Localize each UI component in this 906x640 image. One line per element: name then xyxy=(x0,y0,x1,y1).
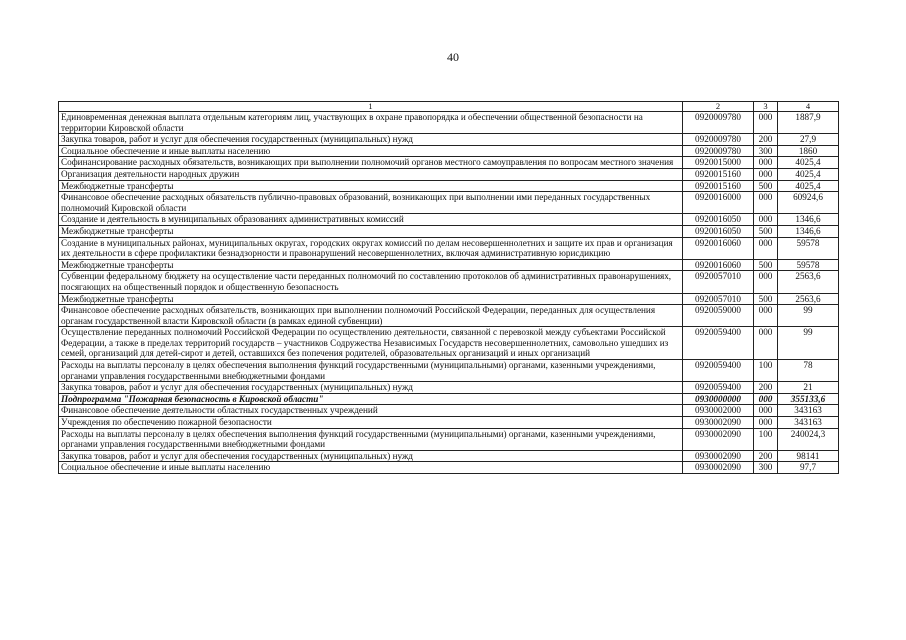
table-row xyxy=(59,192,839,214)
table-row xyxy=(59,428,839,450)
row-sum-cell: 99 xyxy=(778,327,839,360)
row-name-cell: Создание в муниципальных районах, муниципальных округах, городских округах комиссий по делам несовершеннолетних и защите их прав и организация их деятельности в сфере профилактики безнадзорности и правонарушений несовершеннолетних, включая административную юрисдикцию xyxy=(59,237,683,259)
row-type-cell: 000 xyxy=(754,157,778,169)
row-code-cell: 0920057010 xyxy=(683,293,754,305)
row-sum-cell: 1346,6 xyxy=(778,225,839,237)
row-code-cell: 0920016050 xyxy=(683,225,754,237)
row-name-cell: Закупка товаров, работ и услуг для обеспечения государственных (муниципальных) нужд xyxy=(59,134,683,146)
row-name-cell: Расходы на выплаты персоналу в целях обеспечения выполнения функций государственными (муниципальными) органами, казенными учреждениями, органами управления государственными внебюджетными фондами xyxy=(59,360,683,382)
row-code-cell: 0920009780 xyxy=(683,112,754,134)
row-type-cell: 300 xyxy=(754,145,778,157)
row-type-cell: 500 xyxy=(754,259,778,271)
row-code-cell: 0930002090 xyxy=(683,462,754,474)
row-type-cell: 200 xyxy=(754,382,778,394)
row-code-cell: 0920015160 xyxy=(683,180,754,192)
row-name-cell: Осуществление переданных полномочий Российской Федерации по осуществлению деятельности, связанной с перевозкой между субъектами Российской Федерации, а также в пределах территорий государств – участников Содружества Независимых Государств несовершеннолетних, самовольно ушедших из семей, организаций для детей-сирот и детей, оставшихся без попечения родителей, образовательных организаций и иных организаций xyxy=(59,327,683,360)
row-sum-cell: 60924,6 xyxy=(778,192,839,214)
row-code-cell: 0930002000 xyxy=(683,405,754,417)
row-type-cell: 000 xyxy=(754,393,778,405)
row-name-cell: Создание и деятельность в муниципальных образованиях административных комиссий xyxy=(59,214,683,226)
row-sum-cell: 2563,6 xyxy=(778,293,839,305)
row-sum-cell: 2563,6 xyxy=(778,271,839,293)
table-row xyxy=(59,271,839,293)
table-row xyxy=(59,382,839,394)
row-type-cell: 000 xyxy=(754,417,778,429)
table-row xyxy=(59,360,839,382)
row-code-cell: 0920016060 xyxy=(683,237,754,259)
row-type-cell: 000 xyxy=(754,305,778,327)
row-type-cell: 200 xyxy=(754,134,778,146)
table-row xyxy=(59,180,839,192)
row-name-cell: Финансовое обеспечение деятельности областных государственных учреждений xyxy=(59,405,683,417)
table-row xyxy=(59,417,839,429)
row-type-cell: 100 xyxy=(754,360,778,382)
table-row xyxy=(59,450,839,462)
table-header-row xyxy=(59,102,839,112)
table-row xyxy=(59,168,839,180)
table-row xyxy=(59,405,839,417)
table-row xyxy=(59,225,839,237)
row-sum-cell: 240024,3 xyxy=(778,428,839,450)
row-sum-cell: 4025,4 xyxy=(778,168,839,180)
row-type-cell: 000 xyxy=(754,237,778,259)
row-name-cell: Расходы на выплаты персоналу в целях обеспечения выполнения функций государственными (муниципальными) органами, казенными учреждениями, органами управления государственными внебюджетными фондами xyxy=(59,428,683,450)
table-row xyxy=(59,157,839,169)
table-row xyxy=(59,112,839,134)
row-name-cell: Закупка товаров, работ и услуг для обеспечения государственных (муниципальных) нужд xyxy=(59,450,683,462)
table-row xyxy=(59,237,839,259)
row-type-cell: 300 xyxy=(754,462,778,474)
row-type-cell: 000 xyxy=(754,327,778,360)
row-type-cell: 000 xyxy=(754,168,778,180)
row-code-cell: 0920009780 xyxy=(683,145,754,157)
row-code-cell: 0920059000 xyxy=(683,305,754,327)
table-row xyxy=(59,393,839,405)
row-type-cell: 500 xyxy=(754,293,778,305)
row-name-cell: Социальное обеспечение и иные выплаты населению xyxy=(59,145,683,157)
row-name-cell: Учреждения по обеспечению пожарной безопасности xyxy=(59,417,683,429)
row-sum-cell: 27,9 xyxy=(778,134,839,146)
row-code-cell: 0930002090 xyxy=(683,428,754,450)
row-name-cell: Социальное обеспечение и иные выплаты населению xyxy=(59,462,683,474)
row-type-cell: 100 xyxy=(754,428,778,450)
row-name-cell: Закупка товаров, работ и услуг для обеспечения государственных (муниципальных) нужд xyxy=(59,382,683,394)
row-code-cell: 0920059400 xyxy=(683,327,754,360)
row-type-cell: 000 xyxy=(754,214,778,226)
row-sum-cell: 78 xyxy=(778,360,839,382)
row-type-cell: 500 xyxy=(754,180,778,192)
table-row xyxy=(59,259,839,271)
row-name-cell: Межбюджетные трансферты xyxy=(59,293,683,305)
table-row xyxy=(59,305,839,327)
row-sum-cell: 343163 xyxy=(778,417,839,429)
row-name-cell: Финансовое обеспечение расходных обязательств публично-правовых образований, возникающих при выполнении ими переданных государственных полномочий Кировской области xyxy=(59,192,683,214)
budget-table xyxy=(58,101,839,474)
row-code-cell: 0930000000 xyxy=(683,393,754,405)
table-row xyxy=(59,134,839,146)
row-type-cell: 000 xyxy=(754,271,778,293)
row-code-cell: 0930002090 xyxy=(683,450,754,462)
column-header-name: 1 xyxy=(59,102,683,112)
row-code-cell: 0920059400 xyxy=(683,360,754,382)
row-sum-cell: 21 xyxy=(778,382,839,394)
row-sum-cell: 343163 xyxy=(778,405,839,417)
row-code-cell: 0920015160 xyxy=(683,168,754,180)
table-row xyxy=(59,293,839,305)
row-sum-cell: 1860 xyxy=(778,145,839,157)
row-code-cell: 0920057010 xyxy=(683,271,754,293)
row-name-cell: Финансовое обеспечение расходных обязательств, возникающих при выполнении полномочий Российской Федерации, переданных для осуществления органам государственной власти Кировской области (в рамках единой субвенции) xyxy=(59,305,683,327)
row-type-cell: 000 xyxy=(754,112,778,134)
column-header-code: 2 xyxy=(683,102,754,112)
row-sum-cell: 1887,9 xyxy=(778,112,839,134)
table-row xyxy=(59,327,839,360)
row-type-cell: 000 xyxy=(754,405,778,417)
row-name-cell: Межбюджетные трансферты xyxy=(59,180,683,192)
row-sum-cell: 1346,6 xyxy=(778,214,839,226)
row-name-cell: Межбюджетные трансферты xyxy=(59,225,683,237)
table-row xyxy=(59,462,839,474)
row-sum-cell: 59578 xyxy=(778,259,839,271)
page-number: 40 xyxy=(447,50,459,64)
row-name-cell: Подпрограмма "Пожарная безопасность в Кировской области" xyxy=(59,393,683,405)
row-code-cell: 0930002090 xyxy=(683,417,754,429)
row-type-cell: 200 xyxy=(754,450,778,462)
row-code-cell: 0920016000 xyxy=(683,192,754,214)
row-code-cell: 0920016050 xyxy=(683,214,754,226)
row-sum-cell: 98141 xyxy=(778,450,839,462)
row-name-cell: Субвенции федеральному бюджету на осуществление части переданных полномочий по составлению протоколов об административных правонарушениях, посягающих на общественный порядок и общественную безопасность xyxy=(59,271,683,293)
row-code-cell: 0920009780 xyxy=(683,134,754,146)
row-code-cell: 0920016060 xyxy=(683,259,754,271)
row-type-cell: 000 xyxy=(754,192,778,214)
table-row xyxy=(59,214,839,226)
row-name-cell: Софинансирование расходных обязательств, возникающих при выполнении полномочий органов местного самоуправления по вопросам местного значения xyxy=(59,157,683,169)
row-name-cell: Единовременная денежная выплата отдельным категориям лиц, участвующих в охране правопорядка и обеспечении общественной безопасности на территории Кировской области xyxy=(59,112,683,134)
row-sum-cell: 4025,4 xyxy=(778,180,839,192)
row-name-cell: Межбюджетные трансферты xyxy=(59,259,683,271)
row-name-cell: Организация деятельности народных дружин xyxy=(59,168,683,180)
row-code-cell: 0920059400 xyxy=(683,382,754,394)
row-sum-cell: 4025,4 xyxy=(778,157,839,169)
column-header-sum: 4 xyxy=(778,102,839,112)
row-code-cell: 0920015000 xyxy=(683,157,754,169)
table-row xyxy=(59,145,839,157)
column-header-type: 3 xyxy=(754,102,778,112)
row-sum-cell: 99 xyxy=(778,305,839,327)
row-sum-cell: 355133,6 xyxy=(778,393,839,405)
row-sum-cell: 97,7 xyxy=(778,462,839,474)
row-sum-cell: 59578 xyxy=(778,237,839,259)
row-type-cell: 500 xyxy=(754,225,778,237)
